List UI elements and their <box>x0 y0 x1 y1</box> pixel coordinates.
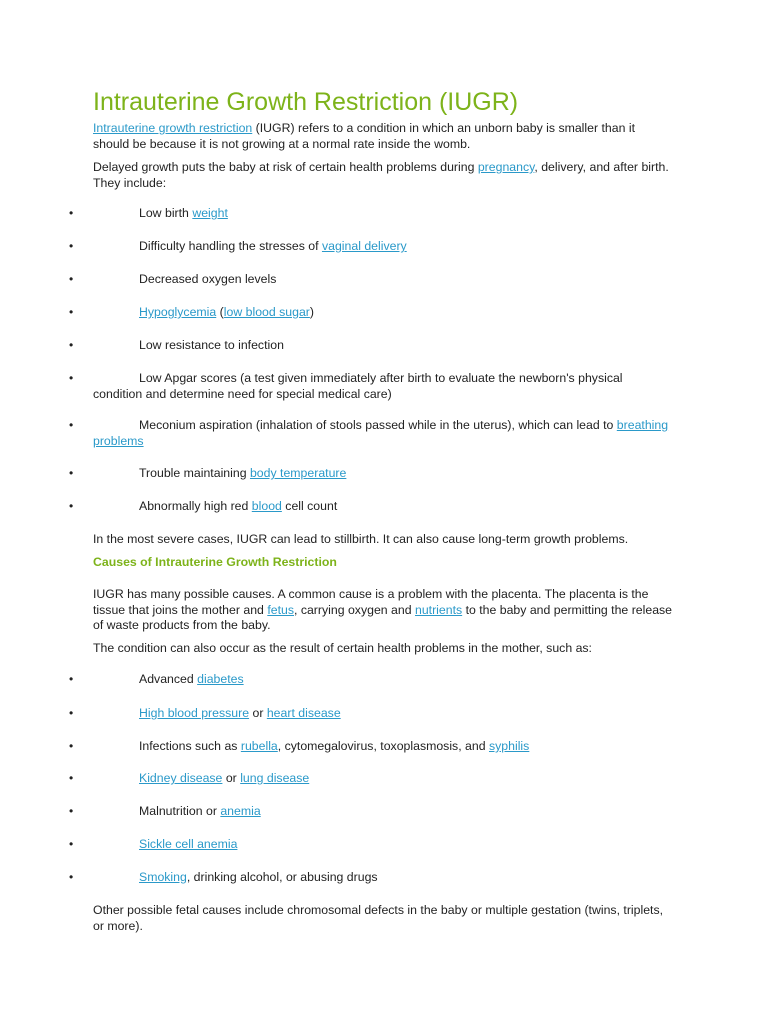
bullet-dot: • <box>69 206 74 220</box>
bullet-dot: • <box>69 739 74 753</box>
bullet-dot: • <box>69 239 74 253</box>
link-weight[interactable]: weight <box>192 206 228 220</box>
list-item-text: ) <box>309 305 314 319</box>
list-item-text: Low Apgar scores (a test given immediately after birth to evaluate the newborn's physical condition and determine need for special medical care) <box>93 371 623 401</box>
bullet-dot: • <box>69 272 74 286</box>
link-intrauterine-growth-restriction[interactable]: Intrauterine growth restriction <box>93 121 253 135</box>
bullet-dot: • <box>69 371 74 385</box>
list-item <box>69 418 673 449</box>
risk-text-before: Delayed growth puts the baby at risk of certain health problems during <box>93 160 478 174</box>
list-item-text: or <box>249 706 267 720</box>
list-item <box>69 672 673 688</box>
list-item-text: Meconium aspiration (inhalation of stools passed while in the uterus), which can lead to <box>139 418 617 432</box>
list-item-text: , cytomegalovirus, toxoplasmosis, and <box>277 739 489 753</box>
link-syphilis[interactable]: syphilis <box>488 739 530 753</box>
page-title: Intrauterine Growth Restriction (IUGR) <box>93 88 519 116</box>
fetal-causes-paragraph: Other possible fetal causes include chromosomal defects in the baby or multiple gestation (twins, triplets, or more). <box>93 903 664 933</box>
list-item-text: or <box>222 771 241 785</box>
link-high-blood-pressure[interactable]: High blood pressure <box>139 706 250 720</box>
bullet-dot: • <box>69 804 74 818</box>
bullet-dot: • <box>69 672 74 686</box>
link-kidney-disease[interactable]: Kidney disease <box>139 771 223 785</box>
causes-text: IUGR has many possible causes. A common cause is a problem with the placenta. The placenta is the tissue that joins the mother and <box>93 587 649 617</box>
bullet-dot: • <box>69 338 74 352</box>
list-item-text: , drinking alcohol, or abusing drugs <box>186 870 378 884</box>
bullet-dot: • <box>69 305 74 319</box>
risk-text-after: , delivery, and after birth. They include: <box>93 160 669 190</box>
link-breathing-problems[interactable]: breathing problems <box>93 418 669 448</box>
bullet-dot: • <box>69 870 74 884</box>
list-item <box>69 466 673 482</box>
list-item <box>69 338 673 354</box>
intro-text: (IUGR) refers to a condition in which an unborn baby is smaller than it should be because it is not growing at a normal rate inside the womb. <box>93 121 635 151</box>
list-item <box>69 706 673 722</box>
bullet-dot: • <box>69 418 74 432</box>
list-item-text: ( <box>216 305 224 319</box>
link-heart-disease[interactable]: heart disease <box>266 706 341 720</box>
list-item-text: Infections such as <box>139 739 241 753</box>
link-blood[interactable]: blood <box>251 499 282 513</box>
mother-paragraph: The condition can also occur as the result of certain health problems in the mother, such as: <box>93 641 592 655</box>
causes-text: to the baby and permitting the release of waste products from the baby. <box>93 602 673 632</box>
list-item-text: Malnutrition or <box>139 804 221 818</box>
link-pregnancy[interactable]: pregnancy <box>477 160 535 174</box>
link-diabetes[interactable]: diabetes <box>197 672 244 686</box>
list-item <box>69 804 673 820</box>
list-item <box>69 239 673 255</box>
list-item-text: Advanced <box>139 672 198 686</box>
causes-paragraph <box>93 587 673 634</box>
list-item <box>69 206 673 222</box>
list-item <box>69 272 673 288</box>
link-nutrients[interactable]: nutrients <box>414 602 463 617</box>
bullet-dot: • <box>69 499 74 513</box>
intro-paragraph <box>93 121 673 152</box>
link-hypoglycemia[interactable]: Hypoglycemia <box>139 305 217 319</box>
link-low-blood-sugar[interactable]: low blood sugar <box>223 305 310 319</box>
list-item-text: cell count <box>281 499 338 513</box>
link-rubella[interactable]: rubella <box>240 739 278 753</box>
link-sickle-cell-anemia[interactable]: Sickle cell anemia <box>139 837 238 851</box>
list-item-text: Trouble maintaining <box>139 466 250 480</box>
list-item <box>69 771 673 787</box>
list-item-text: Low resistance to infection <box>139 338 284 352</box>
list-item <box>69 305 673 321</box>
link-smoking[interactable]: Smoking <box>139 870 187 884</box>
list-item-text: Low birth <box>139 206 193 220</box>
list-item <box>69 499 673 515</box>
list-item-text: Difficulty handling the stresses of <box>139 239 322 253</box>
list-item <box>69 739 673 755</box>
link-fetus[interactable]: fetus <box>267 602 294 617</box>
bullet-dot: • <box>69 771 74 785</box>
severe-paragraph: In the most severe cases, IUGR can lead to stillbirth. It can also cause long-term growth problems. <box>93 532 629 546</box>
link-body-temperature[interactable]: body temperature <box>249 466 347 480</box>
list-item <box>69 837 673 853</box>
link-vaginal-delivery[interactable]: vaginal delivery <box>321 239 407 253</box>
list-item-text: Decreased oxygen levels <box>139 272 277 286</box>
link-lung-disease[interactable]: lung disease <box>240 771 310 785</box>
bullet-dot: • <box>69 706 74 720</box>
list-item <box>69 371 673 402</box>
causes-text: , carrying oxygen and <box>293 602 415 617</box>
list-item-text: Abnormally high red <box>139 499 252 513</box>
link-anemia[interactable]: anemia <box>220 804 261 818</box>
list-item <box>69 870 673 886</box>
risk-paragraph <box>93 160 673 191</box>
bullet-dot: • <box>69 466 74 480</box>
bullet-dot: • <box>69 837 74 851</box>
causes-heading: Causes of Intrauterine Growth Restriction <box>93 555 337 569</box>
